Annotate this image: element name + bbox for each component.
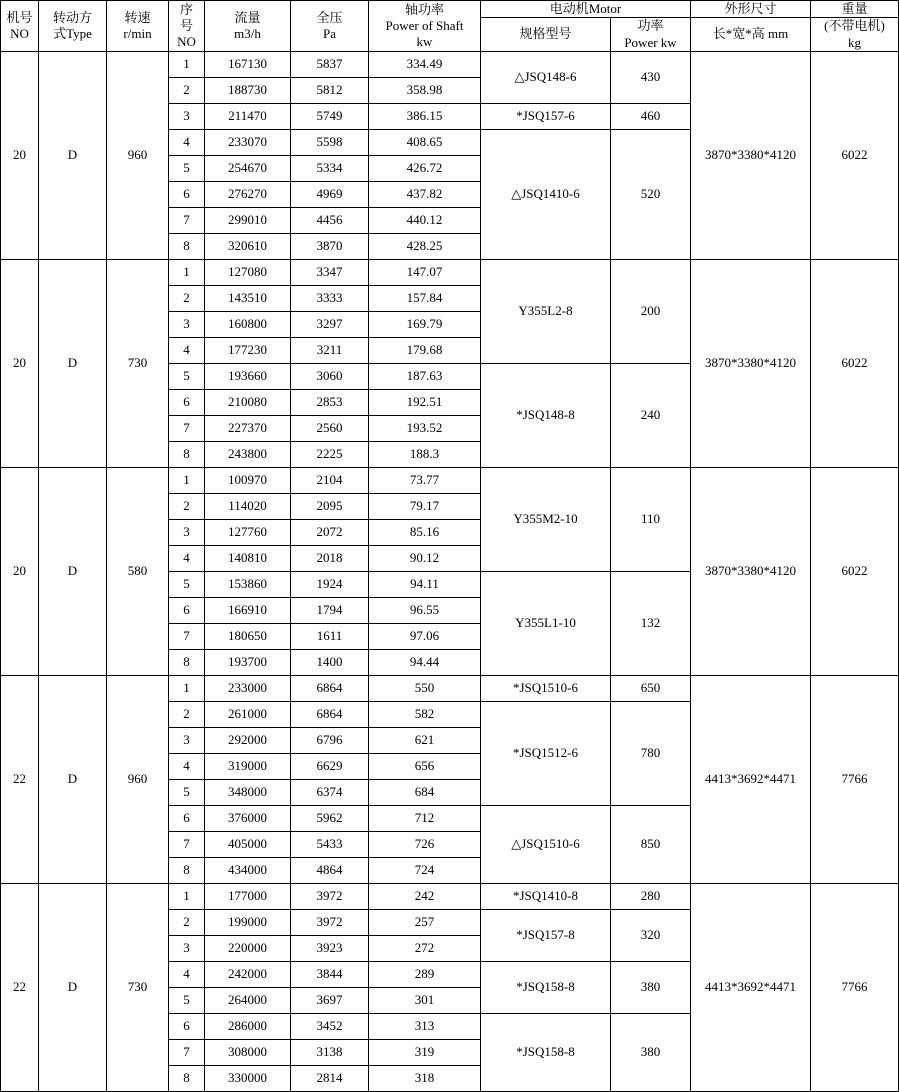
cell-motor-power: 520 [611, 129, 691, 259]
table-row [1, 675, 899, 701]
cell-flow: 167130 [205, 51, 291, 77]
cell-motor-power: 110 [611, 467, 691, 571]
cell-motor-model: *JSQ157-6 [481, 103, 611, 129]
cell-flow: 127760 [205, 519, 291, 545]
cell-drive-type: D [39, 259, 107, 467]
cell-seq: 5 [169, 155, 205, 181]
cell-flow: 166910 [205, 597, 291, 623]
cell-flow: 193660 [205, 363, 291, 389]
cell-pressure: 2018 [291, 545, 369, 571]
cell-flow: 199000 [205, 909, 291, 935]
cell-dimensions: 3870*3380*4120 [691, 259, 811, 467]
cell-pressure: 5598 [291, 129, 369, 155]
cell-machine-no: 20 [1, 467, 39, 675]
cell-flow: 348000 [205, 779, 291, 805]
cell-flow: 193700 [205, 649, 291, 675]
cell-seq: 7 [169, 415, 205, 441]
cell-pressure: 3138 [291, 1039, 369, 1065]
cell-pressure: 3347 [291, 259, 369, 285]
cell-flow: 140810 [205, 545, 291, 571]
cell-pressure: 2853 [291, 389, 369, 415]
cell-pressure: 5334 [291, 155, 369, 181]
cell-power: 386.15 [369, 103, 481, 129]
header-dimensions [691, 18, 811, 52]
cell-pressure: 6374 [291, 779, 369, 805]
header-dimensions-group: 外形尺寸 [691, 1, 811, 18]
table-row [1, 259, 899, 285]
cell-power: 724 [369, 857, 481, 883]
cell-power: 94.44 [369, 649, 481, 675]
cell-speed: 960 [107, 675, 169, 883]
cell-power: 73.77 [369, 467, 481, 493]
cell-seq: 2 [169, 909, 205, 935]
header-weight [811, 18, 899, 52]
header-machine-no-line1: 机号 [6, 9, 33, 25]
cell-motor-model: *JSQ158-8 [481, 961, 611, 1013]
cell-power: 192.51 [369, 389, 481, 415]
cell-seq: 3 [169, 519, 205, 545]
cell-pressure: 3972 [291, 883, 369, 909]
cell-motor-power: 460 [611, 103, 691, 129]
cell-motor-model: △JSQ1410-6 [481, 129, 611, 259]
cell-machine-no: 20 [1, 259, 39, 467]
header-shaft-power-line2: Power of Shaft [385, 17, 464, 33]
cell-motor-model: *JSQ1512-6 [481, 701, 611, 805]
cell-motor-model: *JSQ1410-8 [481, 883, 611, 909]
cell-seq: 4 [169, 961, 205, 987]
cell-power: 179.68 [369, 337, 481, 363]
cell-flow: 177000 [205, 883, 291, 909]
cell-pressure: 3923 [291, 935, 369, 961]
cell-power: 313 [369, 1013, 481, 1039]
cell-seq: 2 [169, 77, 205, 103]
cell-dimensions: 3870*3380*4120 [691, 51, 811, 259]
cell-power: 621 [369, 727, 481, 753]
cell-power: 97.06 [369, 623, 481, 649]
cell-pressure: 5812 [291, 77, 369, 103]
cell-seq: 1 [169, 259, 205, 285]
cell-seq: 8 [169, 441, 205, 467]
cell-power: 334.49 [369, 51, 481, 77]
cell-flow: 276270 [205, 181, 291, 207]
cell-flow: 434000 [205, 857, 291, 883]
cell-speed: 730 [107, 883, 169, 1091]
cell-flow: 254670 [205, 155, 291, 181]
cell-motor-power: 240 [611, 363, 691, 467]
header-motor-group: 电动机Motor [481, 1, 691, 18]
cell-flow: 210080 [205, 389, 291, 415]
cell-weight: 6022 [811, 259, 899, 467]
cell-flow: 177230 [205, 337, 291, 363]
cell-power: 550 [369, 675, 481, 701]
table-body [1, 51, 899, 1091]
cell-motor-power: 380 [611, 961, 691, 1013]
cell-motor-power: 650 [611, 675, 691, 701]
cell-motor-model: *JSQ1510-6 [481, 675, 611, 701]
cell-flow: 233000 [205, 675, 291, 701]
cell-motor-power: 320 [611, 909, 691, 961]
cell-power: 157.84 [369, 285, 481, 311]
cell-seq: 2 [169, 701, 205, 727]
cell-flow: 376000 [205, 805, 291, 831]
header-speed-line2: r/min [123, 25, 152, 41]
cell-power: 656 [369, 753, 481, 779]
cell-pressure: 2095 [291, 493, 369, 519]
cell-motor-power: 780 [611, 701, 691, 805]
cell-speed: 960 [107, 51, 169, 259]
cell-seq: 3 [169, 103, 205, 129]
cell-seq: 8 [169, 649, 205, 675]
header-drive-type-line1: 转动方 [52, 9, 92, 25]
cell-seq: 1 [169, 467, 205, 493]
cell-pressure: 6629 [291, 753, 369, 779]
cell-motor-model: Y355L2-8 [481, 259, 611, 363]
cell-weight: 7766 [811, 883, 899, 1091]
header-row-group [1, 1, 899, 18]
cell-seq: 7 [169, 623, 205, 649]
cell-power: 169.79 [369, 311, 481, 337]
header-motor-model [481, 18, 611, 52]
cell-seq: 7 [169, 831, 205, 857]
header-shaft-power [369, 1, 481, 52]
cell-motor-power: 280 [611, 883, 691, 909]
cell-seq: 6 [169, 1013, 205, 1039]
cell-seq: 1 [169, 51, 205, 77]
cell-weight: 6022 [811, 51, 899, 259]
header-pressure-line1: 全压 [316, 9, 343, 25]
cell-seq: 2 [169, 285, 205, 311]
cell-pressure: 1924 [291, 571, 369, 597]
cell-flow: 114020 [205, 493, 291, 519]
cell-flow: 188730 [205, 77, 291, 103]
cell-flow: 242000 [205, 961, 291, 987]
header-motor-model-line1: 规格型号 [519, 26, 572, 42]
cell-pressure: 4864 [291, 857, 369, 883]
table-row [1, 467, 899, 493]
cell-pressure: 3060 [291, 363, 369, 389]
header-pressure [291, 1, 369, 52]
cell-pressure: 3870 [291, 233, 369, 259]
cell-motor-model: Y355M2-10 [481, 467, 611, 571]
cell-pressure: 5749 [291, 103, 369, 129]
cell-power: 147.07 [369, 259, 481, 285]
cell-flow: 286000 [205, 1013, 291, 1039]
header-speed-line1: 转速 [124, 9, 151, 25]
cell-flow: 319000 [205, 753, 291, 779]
cell-pressure: 5837 [291, 51, 369, 77]
cell-motor-power: 380 [611, 1013, 691, 1091]
cell-power: 726 [369, 831, 481, 857]
cell-seq: 6 [169, 389, 205, 415]
cell-seq: 4 [169, 337, 205, 363]
header-flow-line2: m3/h [234, 25, 261, 41]
cell-motor-power: 850 [611, 805, 691, 883]
header-dimensions-line1: 长*宽*高 mm [712, 26, 789, 42]
cell-power: 79.17 [369, 493, 481, 519]
header-weight-group: 重量 [811, 1, 899, 18]
cell-power: 257 [369, 909, 481, 935]
table-row [1, 51, 899, 77]
cell-flow: 261000 [205, 701, 291, 727]
cell-pressure: 2560 [291, 415, 369, 441]
cell-flow: 405000 [205, 831, 291, 857]
cell-flow: 227370 [205, 415, 291, 441]
header-motor-power-line2: Power kw [624, 34, 677, 50]
cell-power: 684 [369, 779, 481, 805]
header-flow-line1: 流量 [234, 9, 261, 25]
cell-seq: 4 [169, 753, 205, 779]
header-machine-no [1, 1, 39, 52]
cell-power: 408.65 [369, 129, 481, 155]
cell-power: 90.12 [369, 545, 481, 571]
cell-seq: 5 [169, 779, 205, 805]
cell-power: 426.72 [369, 155, 481, 181]
cell-motor-model: *JSQ148-8 [481, 363, 611, 467]
cell-power: 187.63 [369, 363, 481, 389]
cell-seq: 7 [169, 1039, 205, 1065]
cell-flow: 243800 [205, 441, 291, 467]
cell-drive-type: D [39, 675, 107, 883]
cell-pressure: 1611 [291, 623, 369, 649]
cell-pressure: 4969 [291, 181, 369, 207]
cell-seq: 8 [169, 1065, 205, 1091]
cell-power: 437.82 [369, 181, 481, 207]
header-motor-power-line1: 功率 [637, 18, 664, 34]
cell-flow: 100970 [205, 467, 291, 493]
cell-seq: 7 [169, 207, 205, 233]
cell-motor-model: △JSQ148-6 [481, 51, 611, 103]
cell-dimensions: 4413*3692*4471 [691, 675, 811, 883]
cell-seq: 1 [169, 675, 205, 701]
cell-dimensions: 3870*3380*4120 [691, 467, 811, 675]
cell-pressure: 2104 [291, 467, 369, 493]
header-shaft-power-line3: kw [416, 34, 433, 49]
cell-pressure: 2072 [291, 519, 369, 545]
header-weight-line1: (不带电机) [824, 18, 885, 34]
cell-flow: 127080 [205, 259, 291, 285]
cell-pressure: 5962 [291, 805, 369, 831]
cell-pressure: 4456 [291, 207, 369, 233]
cell-pressure: 3697 [291, 987, 369, 1013]
cell-motor-model: △JSQ1510-6 [481, 805, 611, 883]
cell-power: 94.11 [369, 571, 481, 597]
header-drive-type [39, 1, 107, 52]
header-sequence-no-line3: NO [177, 34, 196, 49]
cell-power: 301 [369, 987, 481, 1013]
cell-drive-type: D [39, 51, 107, 259]
header-weight-line2: kg [848, 34, 862, 50]
cell-motor-power: 132 [611, 571, 691, 675]
cell-pressure: 6864 [291, 675, 369, 701]
cell-seq: 5 [169, 363, 205, 389]
header-sequence-no [169, 1, 205, 52]
cell-seq: 4 [169, 545, 205, 571]
header-speed [107, 1, 169, 52]
cell-pressure: 6864 [291, 701, 369, 727]
cell-power: 193.52 [369, 415, 481, 441]
table-header [1, 1, 899, 52]
cell-motor-model: *JSQ158-8 [481, 1013, 611, 1091]
cell-motor-model: *JSQ157-8 [481, 909, 611, 961]
cell-power: 96.55 [369, 597, 481, 623]
cell-pressure: 1400 [291, 649, 369, 675]
cell-seq: 8 [169, 857, 205, 883]
cell-flow: 220000 [205, 935, 291, 961]
cell-speed: 730 [107, 259, 169, 467]
cell-seq: 5 [169, 571, 205, 597]
cell-flow: 308000 [205, 1039, 291, 1065]
cell-seq: 3 [169, 935, 205, 961]
cell-motor-power: 430 [611, 51, 691, 103]
cell-seq: 6 [169, 181, 205, 207]
header-sequence-no-line2: 号 [179, 17, 193, 33]
cell-flow: 299010 [205, 207, 291, 233]
header-motor-power [611, 18, 691, 52]
cell-seq: 3 [169, 311, 205, 337]
cell-flow: 153860 [205, 571, 291, 597]
cell-pressure: 5433 [291, 831, 369, 857]
cell-pressure: 2225 [291, 441, 369, 467]
cell-flow: 211470 [205, 103, 291, 129]
cell-seq: 2 [169, 493, 205, 519]
cell-seq: 4 [169, 129, 205, 155]
cell-pressure: 1794 [291, 597, 369, 623]
cell-drive-type: D [39, 883, 107, 1091]
cell-power: 440.12 [369, 207, 481, 233]
cell-pressure: 3297 [291, 311, 369, 337]
cell-flow: 264000 [205, 987, 291, 1013]
cell-motor-power: 200 [611, 259, 691, 363]
cell-flow: 180650 [205, 623, 291, 649]
cell-power: 188.3 [369, 441, 481, 467]
cell-pressure: 3211 [291, 337, 369, 363]
cell-flow: 233070 [205, 129, 291, 155]
cell-power: 85.16 [369, 519, 481, 545]
cell-power: 272 [369, 935, 481, 961]
cell-power: 319 [369, 1039, 481, 1065]
cell-weight: 7766 [811, 675, 899, 883]
cell-flow: 330000 [205, 1065, 291, 1091]
cell-seq: 6 [169, 597, 205, 623]
cell-pressure: 3972 [291, 909, 369, 935]
cell-drive-type: D [39, 467, 107, 675]
cell-weight: 6022 [811, 467, 899, 675]
cell-seq: 3 [169, 727, 205, 753]
cell-pressure: 3844 [291, 961, 369, 987]
cell-flow: 292000 [205, 727, 291, 753]
cell-pressure: 2814 [291, 1065, 369, 1091]
header-sequence-no-line1: 序 [179, 1, 193, 17]
cell-power: 289 [369, 961, 481, 987]
cell-power: 428.25 [369, 233, 481, 259]
cell-seq: 8 [169, 233, 205, 259]
cell-seq: 6 [169, 805, 205, 831]
cell-machine-no: 22 [1, 883, 39, 1091]
header-flow [205, 1, 291, 52]
cell-dimensions: 4413*3692*4471 [691, 883, 811, 1091]
cell-seq: 5 [169, 987, 205, 1013]
cell-power: 712 [369, 805, 481, 831]
cell-pressure: 3452 [291, 1013, 369, 1039]
cell-seq: 1 [169, 883, 205, 909]
cell-power: 358.98 [369, 77, 481, 103]
cell-pressure: 3333 [291, 285, 369, 311]
cell-machine-no: 22 [1, 675, 39, 883]
header-drive-type-line2: 式Type [53, 25, 92, 41]
cell-pressure: 6796 [291, 727, 369, 753]
cell-flow: 160800 [205, 311, 291, 337]
cell-motor-model: Y355L1-10 [481, 571, 611, 675]
cell-machine-no: 20 [1, 51, 39, 259]
header-shaft-power-line1: 轴功率 [404, 1, 444, 17]
cell-flow: 320610 [205, 233, 291, 259]
cell-power: 242 [369, 883, 481, 909]
table-row [1, 883, 899, 909]
header-machine-no-line2: NO [10, 25, 29, 41]
cell-flow: 143510 [205, 285, 291, 311]
cell-speed: 580 [107, 467, 169, 675]
cell-power: 318 [369, 1065, 481, 1091]
header-pressure-line2: Pa [323, 25, 336, 41]
cell-power: 582 [369, 701, 481, 727]
